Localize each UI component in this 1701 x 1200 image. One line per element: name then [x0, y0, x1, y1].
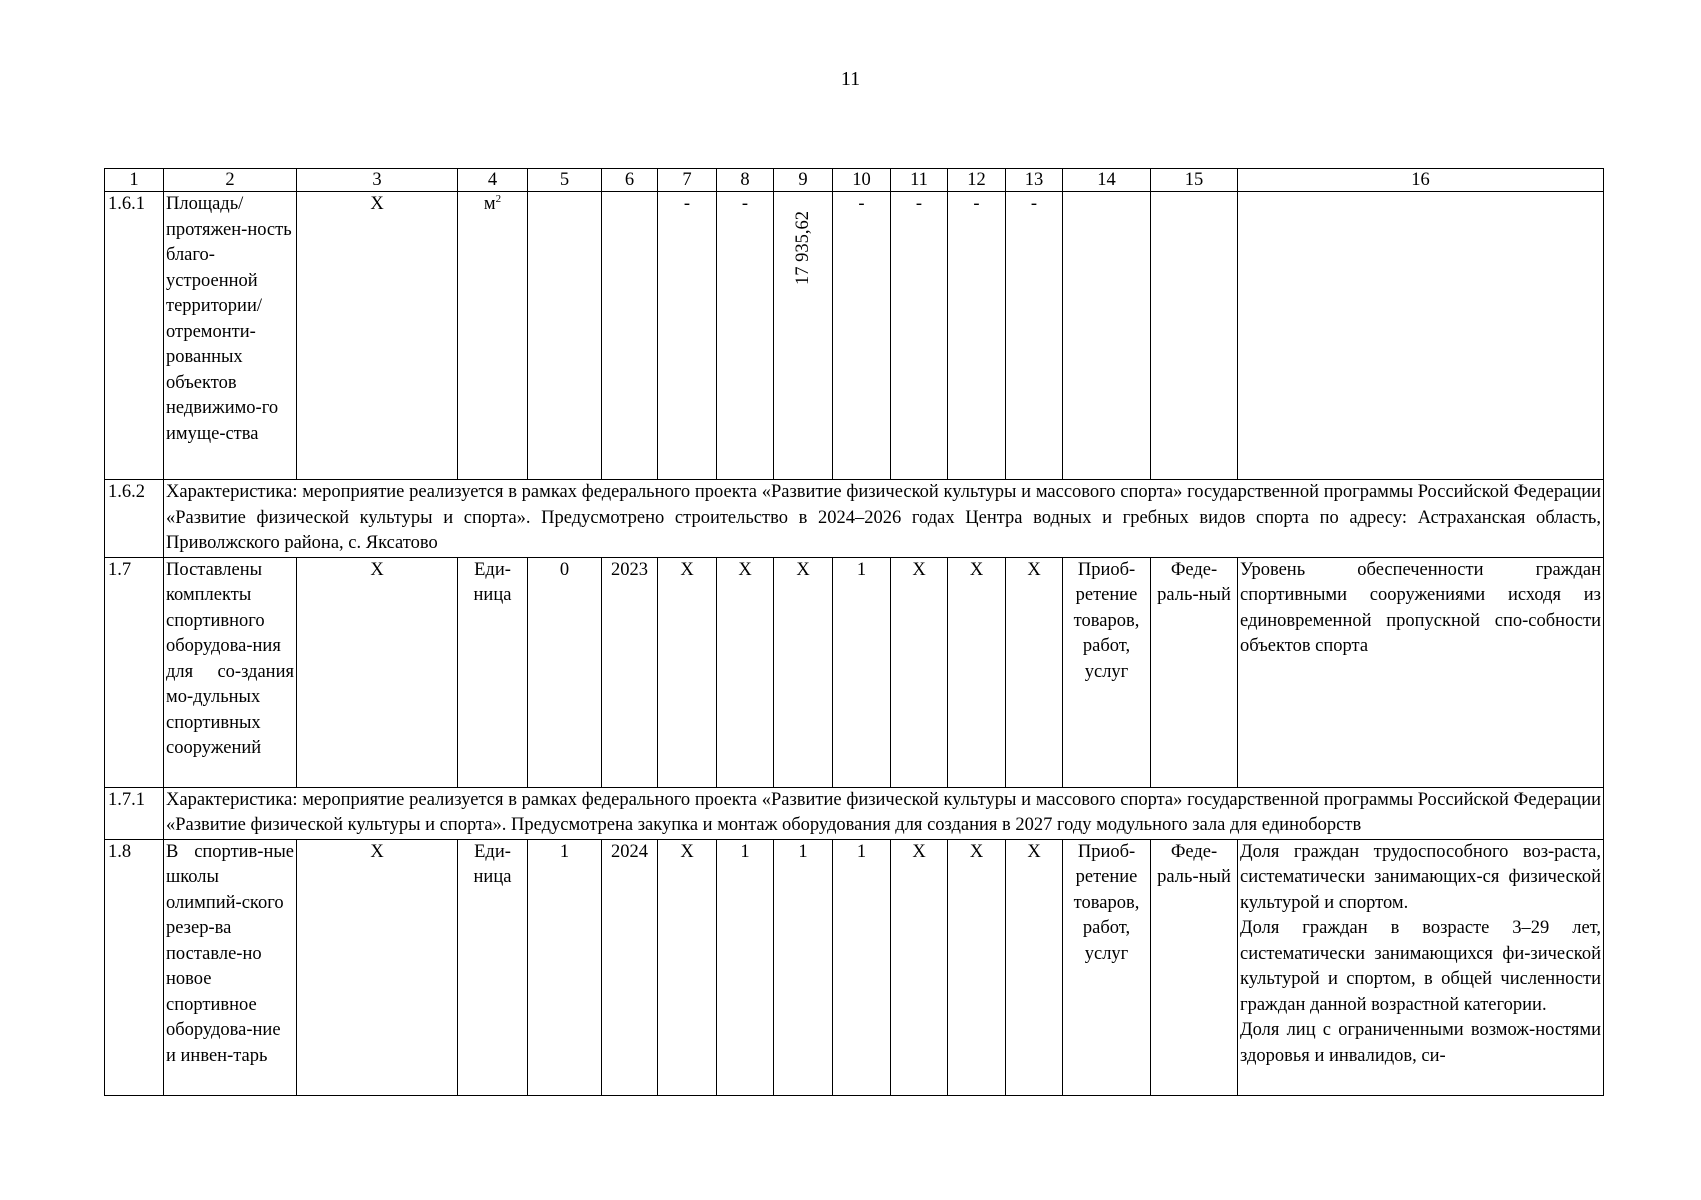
- cell-col-14: Приоб-ретение товаров, работ, услуг: [1063, 839, 1151, 1095]
- row-number: 1.8: [105, 839, 164, 1095]
- header-cell: 2: [164, 169, 297, 192]
- indicator-name: Поставлены комплекты спортивного оборудова-ния для со-здания мо-дульных спортивных сооружений: [164, 557, 297, 787]
- measures-table: [104, 168, 1604, 1096]
- header-cell: 8: [717, 169, 774, 192]
- header-row: [105, 169, 1604, 192]
- table-row-1-7-1: [105, 787, 1604, 839]
- header-cell: 15: [1151, 169, 1238, 192]
- cell-col-12: Х: [948, 839, 1006, 1095]
- cell-col-11: Х: [891, 557, 948, 787]
- indicator-paragraph: Доля граждан трудоспособного воз-раста, систематически занимающих-ся физической культурой и спортом.: [1240, 841, 1601, 913]
- cell-col-3: Х: [297, 839, 458, 1095]
- cell-col-3: Х: [297, 557, 458, 787]
- header-cell: 4: [458, 169, 528, 192]
- cell-col-12: -: [948, 192, 1006, 480]
- cell-col-14: Приоб-ретение товаров, работ, услуг: [1063, 557, 1151, 787]
- header-cell: 7: [658, 169, 717, 192]
- unit-cell: [458, 192, 528, 480]
- row-number: 1.6.1: [105, 192, 164, 480]
- table-row-1-7: [105, 557, 1604, 787]
- cell-col-15: Феде-раль-ный: [1151, 839, 1238, 1095]
- row-number: 1.7: [105, 557, 164, 787]
- cell-col-6: 2024: [602, 839, 658, 1095]
- cell-col-13: -: [1006, 192, 1063, 480]
- header-cell: 14: [1063, 169, 1151, 192]
- cell-col-10: 1: [833, 557, 891, 787]
- cell-col-9: Х: [774, 557, 833, 787]
- header-cell: 13: [1006, 169, 1063, 192]
- cell-col-15: [1151, 192, 1238, 480]
- unit-label: м: [483, 194, 496, 214]
- header-cell: 3: [297, 169, 458, 192]
- characteristic-text: Характеристика: мероприятие реализуется в рамках федерального проекта «Развитие физической культуры и массового спорта» государственной программы Российской Федерации «Развитие физической культуры и спорта». Предусмотрено строительство в 2024–2026 годах Центра водных и гребных видов спорта по адресу: Астраханская область, Приволжского района, с. Яксатово: [164, 480, 1604, 558]
- header-cell: 10: [833, 169, 891, 192]
- cell-col-9: 1: [774, 839, 833, 1095]
- indicator-name: Площадь/ протяжен-ность благо-устроенной территории/ отремонти-рованных объектов недвижимо-го имуще-ства: [164, 192, 297, 480]
- cell-col-7: -: [658, 192, 717, 480]
- header-cell: 12: [948, 169, 1006, 192]
- cell-col-13: Х: [1006, 839, 1063, 1095]
- cell-col-15: Феде-раль-ный: [1151, 557, 1238, 787]
- header-cell: 11: [891, 169, 948, 192]
- cell-col-8: 1: [717, 839, 774, 1095]
- cell-col-16: [1238, 839, 1604, 1095]
- header-cell: 1: [105, 169, 164, 192]
- page-number: 11: [840, 68, 861, 90]
- table-row-1-8: [105, 839, 1604, 1095]
- row-number: 1.7.1: [105, 787, 164, 839]
- cell-col-14: [1063, 192, 1151, 480]
- indicator-paragraph: Доля лиц с ограниченными возмож-ностями здоровья и инвалидов, си-: [1240, 1020, 1601, 1066]
- header-cell: 6: [602, 169, 658, 192]
- cell-col-16: [1238, 192, 1604, 480]
- cell-col-5: 0: [528, 557, 602, 787]
- unit-superscript: 2: [495, 192, 502, 205]
- cell-col-6: 2023: [602, 557, 658, 787]
- rotated-value: 17 935,62: [793, 211, 813, 285]
- indicator-paragraph: Доля граждан в возрасте 3–29 лет, систематически занимающихся фи-зической культурой и спортом, в общей численности граждан данной возрастной категории.: [1240, 918, 1601, 1015]
- cell-col-12: Х: [948, 557, 1006, 787]
- cell-col-3: Х: [297, 192, 458, 480]
- cell-col-5: [528, 192, 602, 480]
- characteristic-text: Характеристика: мероприятие реализуется в рамках федерального проекта «Развитие физической культуры и массового спорта» государственной программы Российской Федерации «Развитие физической культуры и спорта». Предусмотрена закупка и монтаж оборудования для создания в 2027 году модульного зала для единоборств: [164, 787, 1604, 839]
- cell-col-7: Х: [658, 557, 717, 787]
- row-number: 1.6.2: [105, 480, 164, 558]
- unit-cell: Еди-ница: [458, 557, 528, 787]
- cell-col-9: [774, 192, 833, 480]
- table-row-1-6-1: [105, 192, 1604, 480]
- unit-cell: Еди-ница: [458, 839, 528, 1095]
- indicator-name: В спортив-ные школы олимпий-ского резер-ва поставле-но новое спортивное оборудова-ние и инвен-тарь: [164, 839, 297, 1095]
- cell-col-10: -: [833, 192, 891, 480]
- header-cell: 16: [1238, 169, 1604, 192]
- cell-col-13: Х: [1006, 557, 1063, 787]
- header-cell: 5: [528, 169, 602, 192]
- cell-col-8: -: [717, 192, 774, 480]
- cell-col-16: Уровень обеспеченности граждан спортивными сооружениями исходя из единовременной пропускной спо-собности объектов спорта: [1238, 557, 1604, 787]
- cell-col-11: -: [891, 192, 948, 480]
- header-cell: 9: [774, 169, 833, 192]
- table-row-1-6-2: [105, 480, 1604, 558]
- cell-col-10: 1: [833, 839, 891, 1095]
- cell-col-6: [602, 192, 658, 480]
- cell-col-5: 1: [528, 839, 602, 1095]
- cell-col-11: Х: [891, 839, 948, 1095]
- cell-col-8: Х: [717, 557, 774, 787]
- cell-col-7: Х: [658, 839, 717, 1095]
